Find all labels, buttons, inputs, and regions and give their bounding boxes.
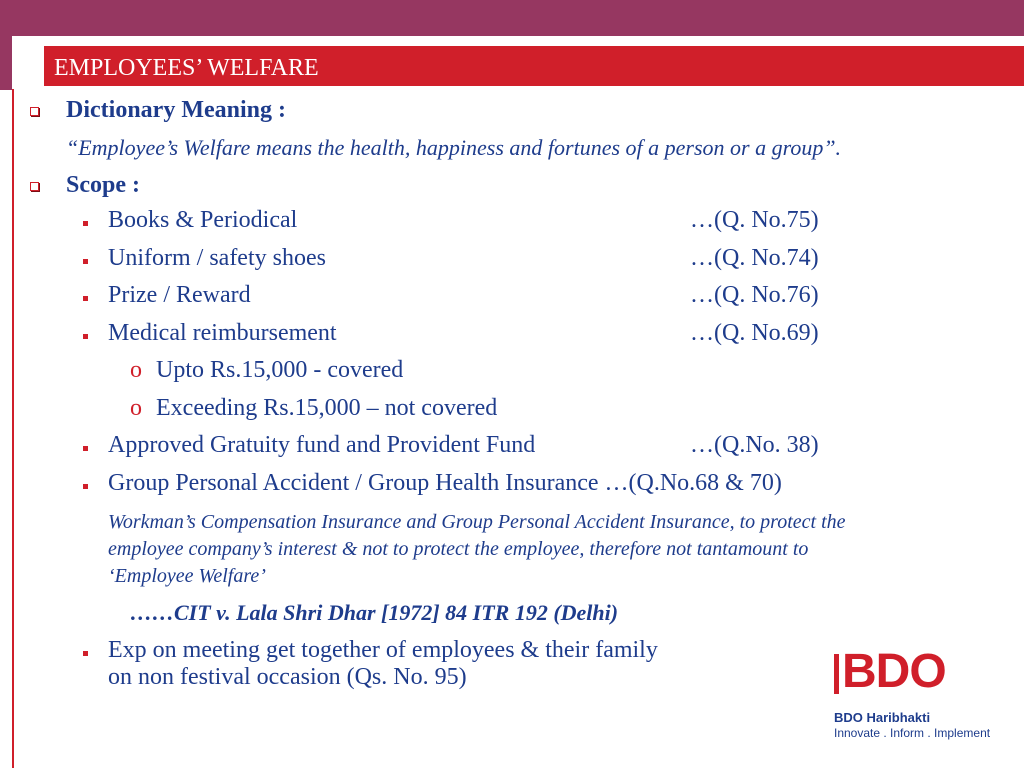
scope-item: Books & Periodical <box>108 207 298 233</box>
bullet-icon <box>83 484 88 489</box>
dictionary-heading: Dictionary Meaning : <box>66 97 286 123</box>
logo-wordmark: BDO <box>842 645 946 698</box>
question-ref: …(Q. No.69) <box>690 320 819 346</box>
logo-bar <box>834 654 839 694</box>
sub-item: Upto Rs.15,000 - covered <box>156 357 404 383</box>
circle-bullet-icon: o <box>130 395 142 421</box>
scope-heading: Scope : <box>66 172 140 198</box>
circle-bullet-icon: o <box>130 357 142 383</box>
note-line: ‘Employee Welfare’ <box>108 565 266 587</box>
note-line: Workman’s Compensation Insurance and Group Personal Accident Insurance, to protect the <box>108 511 846 533</box>
bullet-icon <box>83 259 88 264</box>
question-ref: …(Q. No.75) <box>690 207 819 233</box>
bullet-icon <box>83 446 88 451</box>
note-line: employee company’s interest & not to protect the employee, therefore not tantamount to <box>108 538 809 560</box>
square-bullet-icon <box>30 107 39 116</box>
scope-item: Group Personal Accident / Group Health Insurance …(Q.No.68 & 70) <box>108 470 782 496</box>
left-accent-band <box>0 36 12 90</box>
title-bar <box>44 46 1024 86</box>
bullet-icon <box>83 334 88 339</box>
bullet-icon <box>83 651 88 656</box>
question-ref: …(Q. No.76) <box>690 282 819 308</box>
sub-item: Exceeding Rs.15,000 – not covered <box>156 395 498 421</box>
dictionary-quote: “Employee’s Welfare means the health, happiness and fortunes of a person or a group”. <box>66 135 842 160</box>
scope-item: Uniform / safety shoes <box>108 245 326 271</box>
scope-item: Medical reimbursement <box>108 320 337 346</box>
bullet-icon <box>83 221 88 226</box>
logo-tagline: Innovate . Inform . Implement <box>834 726 991 740</box>
scope-item: Prize / Reward <box>108 282 251 308</box>
bdo-logo <box>830 646 1000 742</box>
header-band <box>0 0 1024 36</box>
case-citation: ……CIT v. Lala Shri Dhar [1972] 84 ITR 192 (Delhi) <box>130 600 619 625</box>
left-rule <box>12 89 14 768</box>
scope-item: Approved Gratuity fund and Provident Fund <box>108 432 536 458</box>
page-title: EMPLOYEES’ WELFARE <box>54 55 319 81</box>
scope-item: Exp on meeting get together of employees & their family <box>108 637 658 663</box>
question-ref: …(Q. No.74) <box>690 245 819 271</box>
bullet-icon <box>83 296 88 301</box>
square-bullet-icon <box>30 182 39 191</box>
logo-name: BDO Haribhakti <box>834 710 931 725</box>
scope-item-continued: on non festival occasion (Qs. No. 95) <box>108 664 467 690</box>
question-ref: …(Q.No. 38) <box>690 432 819 458</box>
